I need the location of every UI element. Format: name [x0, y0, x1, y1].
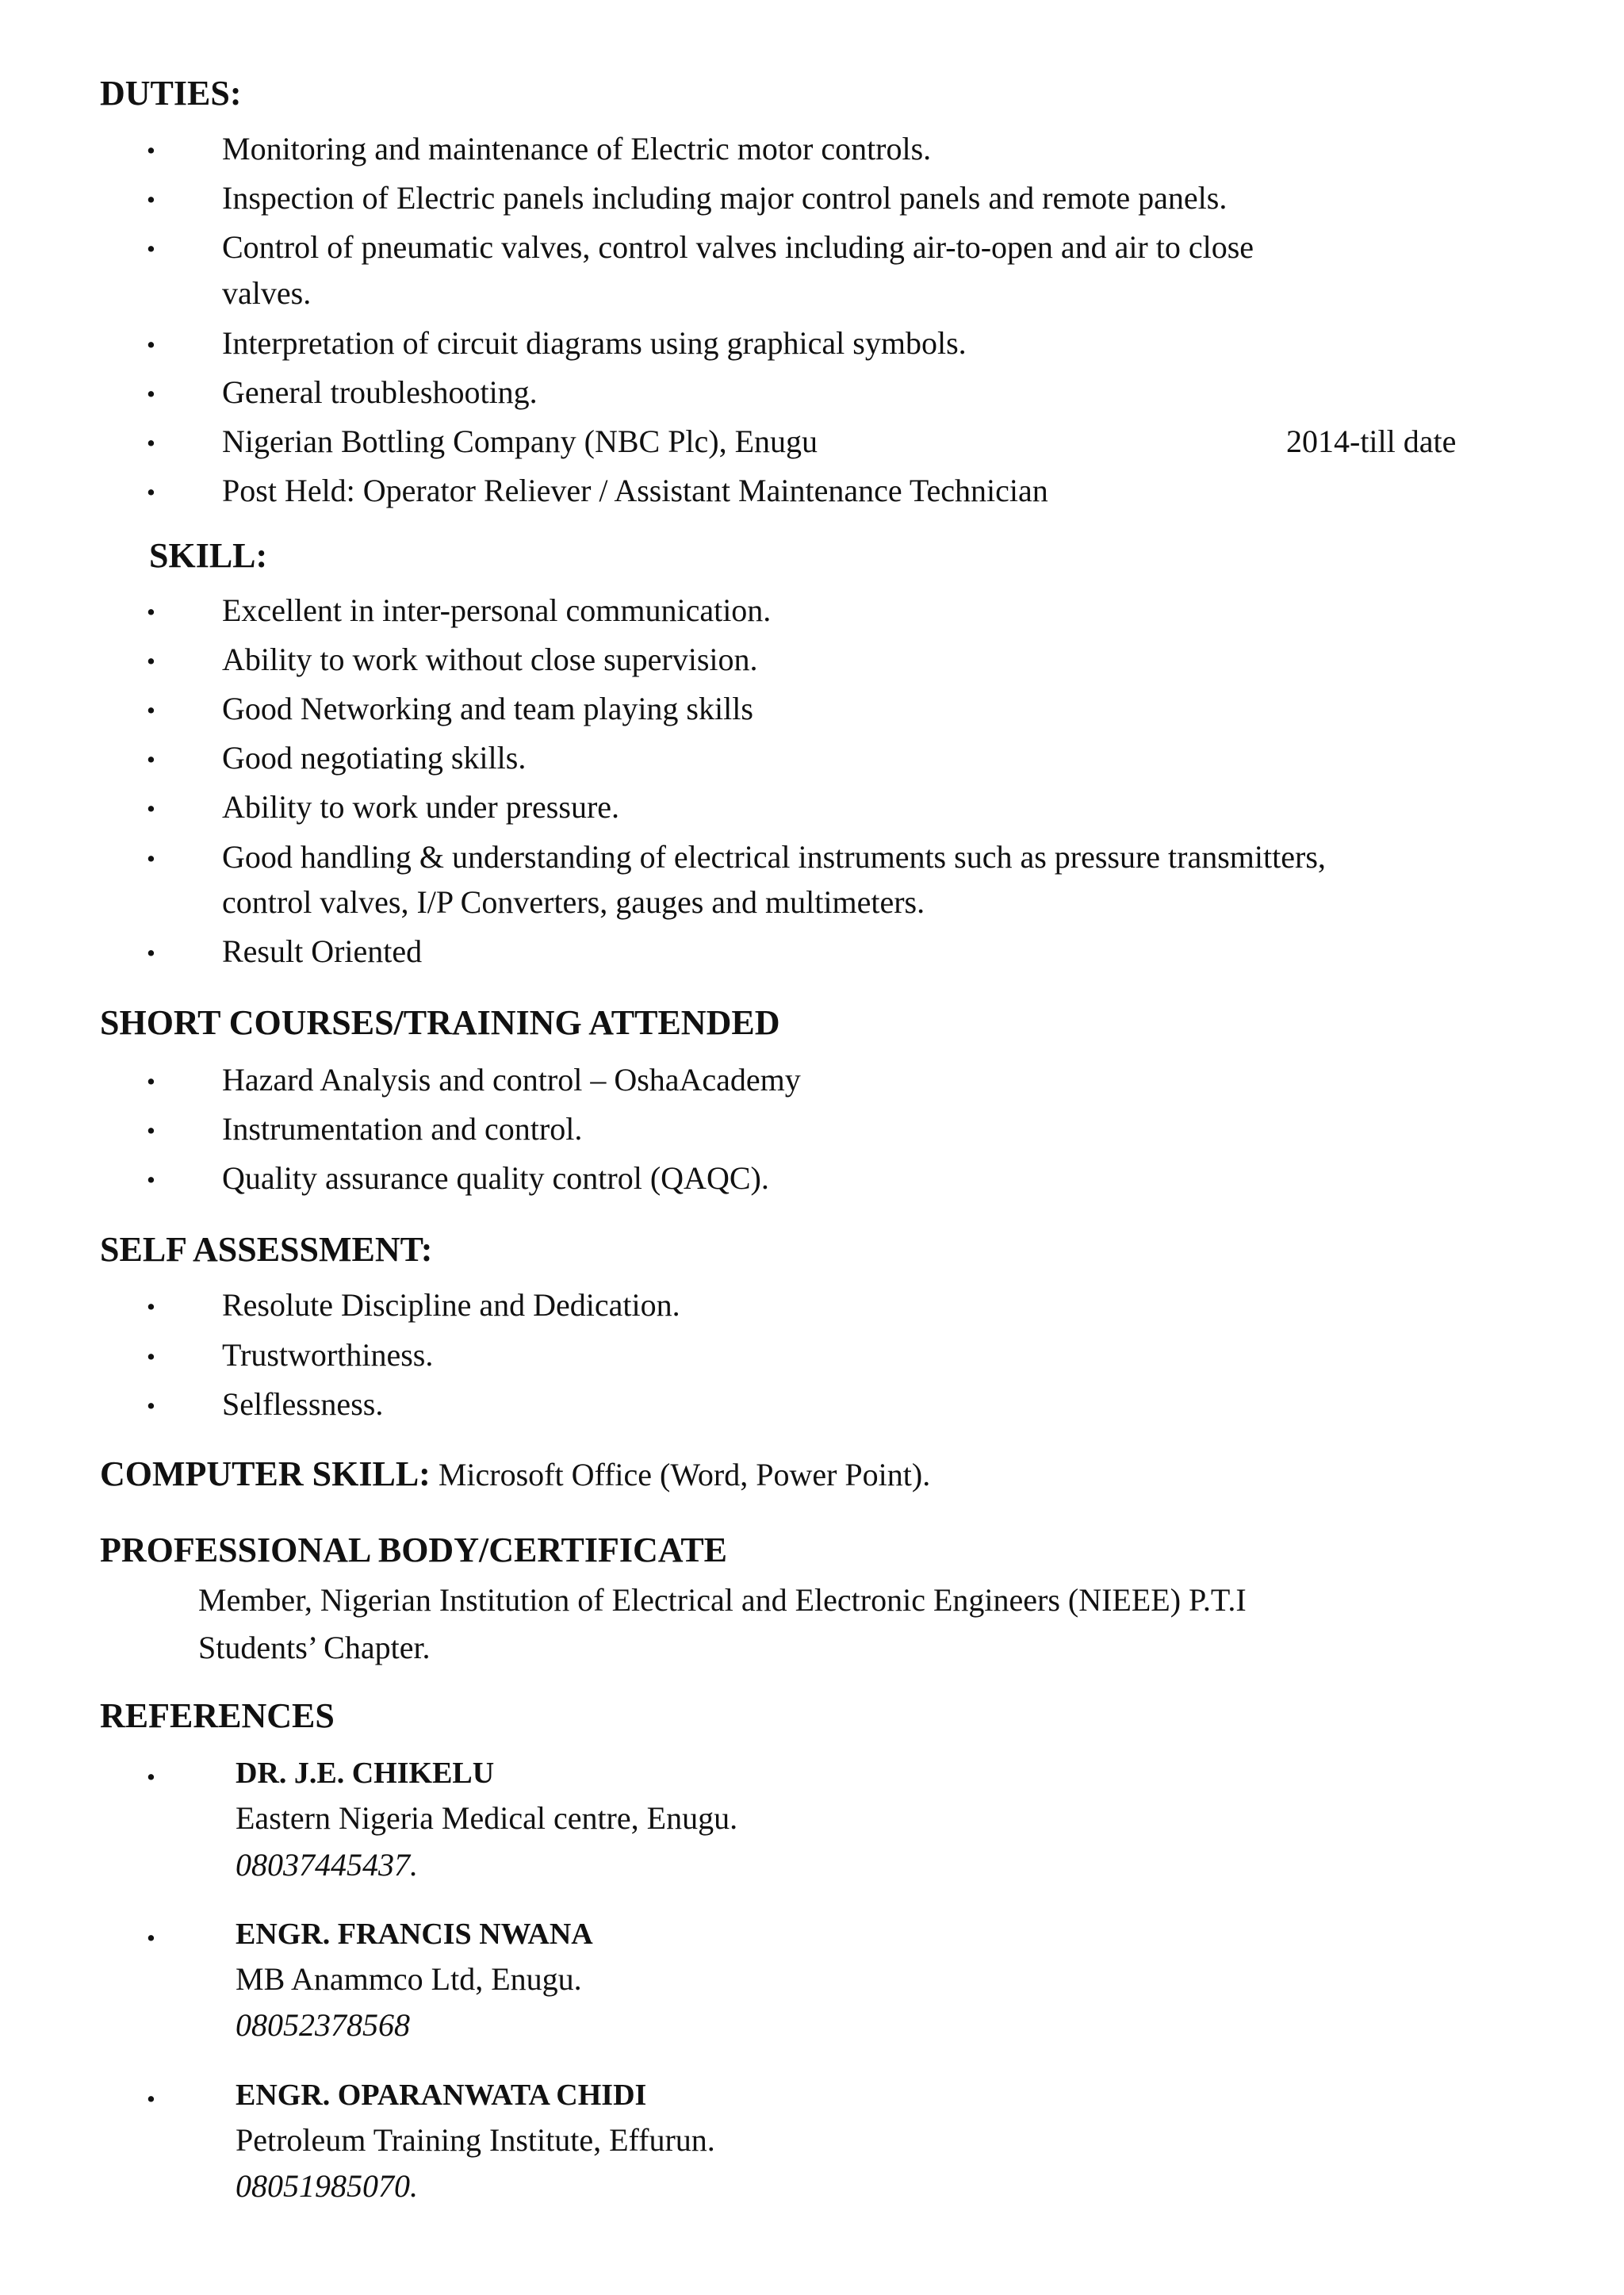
bullet-icon: •: [147, 380, 155, 408]
bullet-icon: •: [147, 2085, 155, 2113]
skill-heading: SKILL:: [149, 536, 268, 575]
skill-item: Excellent in inter-personal communication.: [222, 592, 772, 628]
reference-phone: 08051985070.: [236, 2168, 418, 2204]
computer-skill-text: Microsoft Office (Word, Power Point).: [430, 1457, 931, 1492]
professional-line: Students’ Chapter.: [198, 1630, 431, 1665]
bullet-icon: •: [147, 845, 155, 872]
bullet-icon: •: [147, 1392, 155, 1420]
duties-item: Control of pneumatic valves, control valves including air-to-open and air to close: [222, 229, 1254, 265]
computer-skill-line: [100, 1454, 930, 1496]
bullet-icon: •: [147, 478, 155, 506]
skill-item: Ability to work without close supervision.: [222, 642, 758, 677]
duties-item: General troubleshooting.: [222, 374, 538, 410]
skill-item: Good Networking and team playing skills: [222, 691, 753, 726]
self-assessment-item: Selflessness.: [222, 1386, 384, 1422]
bullet-icon: •: [147, 235, 155, 262]
duties-item: Post Held: Operator Reliever / Assistant Maintenance Technician: [222, 473, 1048, 508]
reference-org: MB Anammco Ltd, Enugu.: [236, 1961, 582, 1997]
course-item: Quality assurance quality control (QAQC).: [222, 1160, 769, 1196]
bullet-icon: •: [147, 1067, 155, 1095]
bullet-icon: •: [147, 1166, 155, 1193]
reference-phone: 08037445437.: [236, 1847, 418, 1883]
computer-skill-heading: COMPUTER SKILL:: [100, 1454, 431, 1493]
self-assessment-heading: SELF ASSESSMENT:: [100, 1230, 433, 1269]
bullet-icon: •: [147, 1117, 155, 1144]
bullet-icon: •: [147, 795, 155, 822]
reference-name: ENGR. OPARANWATA CHIDI: [236, 2079, 647, 2112]
duties-item-continuation: valves.: [222, 275, 312, 311]
skill-item: Good negotiating skills.: [222, 740, 527, 776]
bullet-icon: •: [147, 1293, 155, 1320]
duties-item: Inspection of Electric panels including major control panels and remote panels.: [222, 180, 1228, 216]
reference-name: ENGR. FRANCIS NWANA: [236, 1918, 593, 1951]
bullet-icon: •: [147, 1924, 155, 1952]
duties-item: Monitoring and maintenance of Electric motor controls.: [222, 131, 932, 167]
skill-item: Ability to work under pressure.: [222, 789, 620, 825]
references-heading: REFERENCES: [100, 1696, 335, 1735]
skill-item: Good handling & understanding of electrical instruments such as pressure transmitters,: [222, 839, 1326, 875]
self-assessment-item: Resolute Discipline and Dedication.: [222, 1287, 680, 1323]
bullet-icon: •: [147, 1343, 155, 1370]
skill-item: Result Oriented: [222, 933, 423, 969]
bullet-icon: •: [147, 598, 155, 626]
bullet-icon: •: [147, 939, 155, 967]
reference-org: Petroleum Training Institute, Effurun.: [236, 2122, 715, 2158]
bullet-icon: •: [147, 745, 155, 773]
course-item: Instrumentation and control.: [222, 1111, 583, 1147]
bullet-icon: •: [147, 647, 155, 675]
course-item: Hazard Analysis and control – OshaAcademy: [222, 1062, 801, 1098]
skill-item-continuation: control valves, I/P Converters, gauges and multimeters.: [222, 884, 925, 920]
reference-phone: 08052378568: [236, 2007, 410, 2043]
bullet-icon: •: [147, 136, 155, 164]
reference-org: Eastern Nigeria Medical centre, Enugu.: [236, 1800, 738, 1836]
reference-name: DR. J.E. CHIKELU: [236, 1757, 495, 1790]
bullet-icon: •: [147, 1763, 155, 1791]
courses-heading: SHORT COURSES/TRAINING ATTENDED: [100, 1003, 780, 1042]
professional-heading: PROFESSIONAL BODY/CERTIFICATE: [100, 1531, 728, 1569]
self-assessment-item: Trustworthiness.: [222, 1337, 434, 1373]
bullet-icon: •: [147, 696, 155, 724]
bullet-icon: •: [147, 331, 155, 358]
duties-heading: DUTIES:: [100, 74, 242, 113]
professional-line: Member, Nigerian Institution of Electrical and Electronic Engineers (NIEEE) P.T.I: [198, 1582, 1247, 1618]
duties-item: Nigerian Bottling Company (NBC Plc), Enugu: [222, 423, 818, 459]
duties-item: Interpretation of circuit diagrams using graphical symbols.: [222, 325, 967, 361]
bullet-icon: •: [147, 186, 155, 213]
employment-date: 2014-till date: [1286, 423, 1457, 459]
bullet-icon: •: [147, 429, 155, 457]
